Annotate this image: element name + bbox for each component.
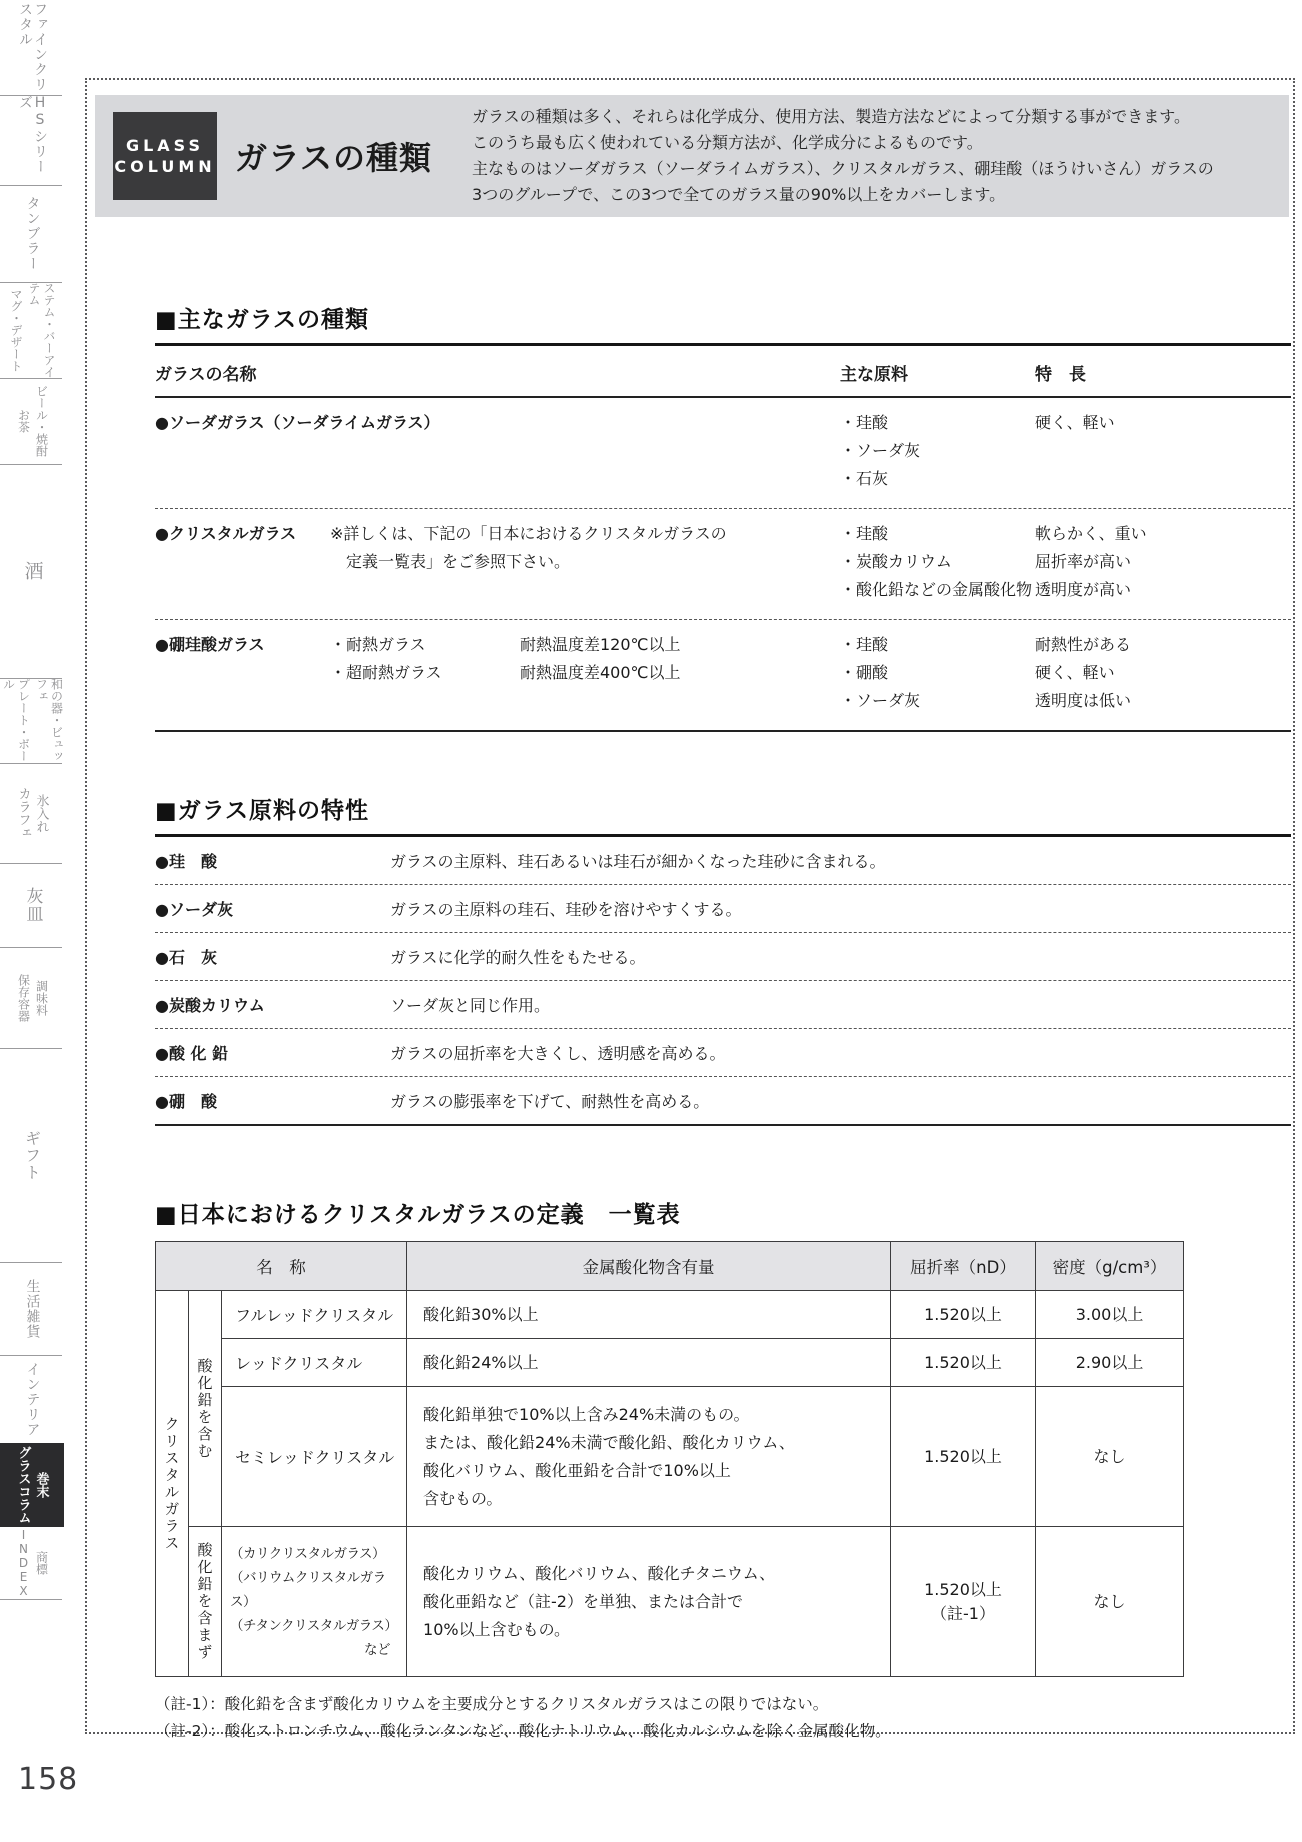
sidebar-item-label: 保存容器	[16, 973, 31, 1022]
group-label-crystal-glass: クリスタルガラス	[156, 1291, 189, 1677]
material-term: ●炭酸カリウム	[155, 996, 265, 1015]
material-description: ソーダ灰と同じ作用。	[390, 996, 551, 1015]
oxide-content-line: 酸化亜鉛など（註-2）を単独、または合計で	[423, 1591, 743, 1611]
sidebar-item-label: 氷入れ	[33, 793, 49, 833]
sidebar-item-label: タンブラー	[24, 196, 41, 271]
oxide-content-line: または、酸化鉛24%未満で酸化鉛、酸化カリウム、	[423, 1432, 795, 1452]
oxide-content-cell: 酸化鉛30%以上	[407, 1291, 891, 1339]
sidebar-item-label: グラスコラム	[15, 1446, 31, 1524]
sidebar-item-label: プレート・ボール	[1, 678, 31, 762]
feature-line: 硬く、軽い	[1035, 413, 1115, 432]
crystal-name-line: （チタンクリスタルガラス）	[230, 1617, 398, 1634]
feature-line: 硬く、軽い	[1035, 663, 1115, 682]
features-cell	[1035, 520, 1291, 604]
oxide-content-line: 酸化カリウム、酸化バリウム、酸化チタニウム、	[423, 1563, 776, 1583]
refractive-index-cell: 1.520以上	[891, 1387, 1036, 1527]
temperature-line: 耐熱温度差400℃以上	[520, 663, 681, 682]
sidebar-divider	[0, 678, 62, 679]
feature-line: 透明度は低い	[1035, 691, 1132, 710]
subgroup-label-with-lead: 酸化鉛を含む	[189, 1291, 222, 1527]
subtype-cell	[330, 631, 520, 715]
sidebar-item-sake	[0, 464, 64, 678]
sidebar-divider	[0, 1599, 62, 1600]
badge-line: COLUMN	[114, 157, 216, 176]
refractive-index-cell: 1.520以上	[891, 1291, 1036, 1339]
sidebar-item-label: マグ・デザート	[9, 288, 23, 372]
crystal-name-line: など	[364, 1641, 391, 1658]
sidebar-item-glass-column-active	[0, 1443, 64, 1527]
sidebar-item-seasoning-storage	[0, 947, 64, 1048]
material-row-soda-ash	[155, 885, 1291, 933]
glass-name: ●ソーダガラス（ソーダライムガラス）	[155, 413, 440, 432]
sidebar-item-label: 調味料	[34, 979, 49, 1016]
section-crystal-glass-definition	[155, 1196, 1291, 1745]
subgroup-label-without-lead: 酸化鉛を含まず	[189, 1527, 222, 1677]
intro-paragraph	[472, 104, 1214, 208]
glass-column-badge	[113, 112, 217, 200]
note-cell	[330, 520, 840, 604]
material-description: ガラスの膨張率を下げて、耐熱性を高める。	[390, 1092, 710, 1111]
sidebar-item-trademark-index	[0, 1527, 64, 1599]
material-term: ●石 灰	[155, 948, 217, 967]
density-cell: なし	[1036, 1527, 1184, 1677]
table-row-non-lead-crystal	[156, 1527, 1184, 1677]
refractive-index-line: （註-1）	[931, 1603, 995, 1623]
sidebar-item-label: HSシリーズ	[17, 95, 48, 174]
oxide-content-cell	[407, 1387, 891, 1527]
sidebar-divider	[0, 282, 62, 283]
column-header-oxide-content: 金属酸化物含有量	[407, 1242, 891, 1291]
sidebar-item-label: ファインクリスタル	[17, 2, 48, 92]
definition-table-header-row	[156, 1242, 1184, 1291]
badge-line: GLASS	[125, 136, 205, 155]
footnotes	[155, 1691, 1291, 1745]
crystal-name: レッドクリスタル	[222, 1339, 407, 1387]
footnote-line: （註-2）：酸化ストロンチウム、酸化ランタンなど、酸化ナトリウム、酸化カルシウムを除く金属酸化物。	[155, 1722, 891, 1740]
material-row-lead-oxide	[155, 1029, 1291, 1077]
material-row-potassium-carbonate	[155, 981, 1291, 1029]
temperature-cell	[520, 631, 840, 715]
features-cell	[1035, 631, 1291, 715]
density-cell: なし	[1036, 1387, 1184, 1527]
feature-line: 耐熱性がある	[1035, 635, 1132, 654]
sidebar-item-label: ステム・バーアイテム	[27, 282, 56, 378]
note-line: 定義一覧表」をご参照下さい。	[330, 552, 571, 571]
material-description: ガラスに化学的耐久性をもたせる。	[390, 948, 646, 967]
sidebar-divider	[0, 763, 62, 764]
glass-column-page	[85, 78, 1295, 1740]
sidebar-divider	[0, 464, 62, 465]
subtype-line: ・耐熱ガラス	[330, 635, 426, 654]
material-term: ●珪 酸	[155, 852, 217, 871]
intro-line: 3つのグループで、この3つで全てのガラス量の90%以上をカバーします。	[472, 185, 1006, 204]
sidebar-item-interior	[0, 1355, 64, 1443]
sidebar-item-label: 灰皿	[22, 887, 43, 923]
material-term: ●硼 酸	[155, 1092, 217, 1111]
oxide-content-line: 酸化バリウム、酸化亜鉛を合計で10%以上	[423, 1460, 731, 1480]
column-header-refractive-index: 屈折率（nD）	[891, 1242, 1036, 1291]
material-line: ・硼酸	[840, 663, 889, 682]
sidebar-divider	[0, 185, 62, 186]
materials-cell	[840, 520, 1035, 604]
section-heading: ■主なガラスの種類	[155, 301, 1291, 346]
refractive-index-line: 1.520以上	[924, 1579, 1002, 1599]
materials-cell	[840, 631, 1035, 715]
sidebar-item-label: 酒	[21, 561, 44, 581]
temperature-line: 耐熱温度差120℃以上	[520, 635, 681, 654]
sidebar-divider	[0, 947, 62, 948]
crystal-name: フルレッドクリスタル	[222, 1291, 407, 1339]
table-row-lead-crystal	[156, 1339, 1184, 1387]
material-description: ガラスの屈折率を大きくし、透明感を高める。	[390, 1044, 726, 1063]
column-header-features: 特 長	[1035, 365, 1086, 385]
intro-line: このうち最も広く使われている分類方法が、化学成分によるものです。	[472, 133, 983, 152]
sidebar-divider	[0, 378, 62, 379]
sidebar-item-stem-bar-mug-dessert	[0, 282, 64, 378]
table-row-crystal-glass	[155, 509, 1291, 620]
page-number: 158	[18, 1762, 79, 1797]
material-description: ガラスの主原料の珪石、珪砂を溶けやすくする。	[390, 900, 742, 919]
note-line: ※詳しくは、下記の「日本におけるクリスタルガラスの	[330, 524, 727, 543]
material-line: ・ソーダ灰	[840, 441, 921, 460]
materials-cell	[840, 409, 1035, 493]
material-row-lime	[155, 933, 1291, 981]
crystal-name-cell	[222, 1527, 407, 1677]
material-line: ・ソーダ灰	[840, 691, 921, 710]
sidebar-item-label: 和の器・ビュッフェ	[34, 678, 64, 762]
density-cell: 3.00以上	[1036, 1291, 1184, 1339]
glass-name: ●硼珪酸ガラス	[155, 635, 265, 654]
crystal-name-line: （カリクリスタルガラス）	[230, 1545, 386, 1562]
sidebar-divider	[0, 863, 62, 864]
sidebar-item-beer-shochu-tea	[0, 378, 64, 464]
sidebar-item-label: ビール・焼酎	[34, 385, 49, 457]
sidebar-divider	[0, 1262, 62, 1263]
column-header-materials: 主な原料	[840, 365, 908, 385]
intro-line: 主なものはソーダガラス（ソーダライムガラス）、クリスタルガラス、硼珪酸（ほうけいさん）ガラスの	[472, 159, 1214, 178]
sidebar-item-label: 巻末	[33, 1472, 49, 1498]
sidebar-item-ice-carafe	[0, 763, 64, 863]
subtype-line: ・超耐熱ガラス	[330, 663, 442, 682]
sidebar-item-fine-crystal	[0, 2, 64, 95]
material-line: ・炭酸カリウム	[840, 552, 952, 571]
section-heading: ■ガラス原料の特性	[155, 792, 1291, 837]
sidebar-divider	[0, 95, 62, 96]
oxide-content-cell: 酸化鉛24%以上	[407, 1339, 891, 1387]
oxide-content-line: 10%以上含むもの。	[423, 1619, 570, 1639]
material-term: ●酸 化 鉛	[155, 1044, 229, 1063]
sidebar-item-daily-goods	[0, 1262, 64, 1355]
section-heading: ■日本におけるクリスタルガラスの定義 一覧表	[155, 1202, 681, 1228]
column-header-name: ガラスの名称	[155, 365, 257, 385]
feature-line: 透明度が高い	[1035, 580, 1132, 599]
category-tab-sidebar	[0, 0, 79, 1842]
material-line: ・珪酸	[840, 413, 889, 432]
section-raw-material-characteristics	[155, 792, 1291, 1126]
sidebar-item-tumbler	[0, 185, 64, 282]
page-title: ガラスの種類	[235, 139, 433, 177]
sidebar-divider	[0, 1048, 62, 1049]
column-header-name: 名 称	[156, 1242, 407, 1291]
sidebar-item-label: 生活雑貨	[24, 1278, 41, 1339]
material-description: ガラスの主原料、珪石あるいは珪石が細かくなった珪砂に含まれる。	[390, 852, 886, 871]
refractive-index-cell: 1.520以上	[891, 1339, 1036, 1387]
oxide-content-line: 酸化鉛単独で10%以上含み24%未満のもの。	[423, 1404, 750, 1424]
material-row-silicic-acid	[155, 837, 1291, 885]
column-header-density: 密度（g/cm³）	[1036, 1242, 1184, 1291]
column-header-band	[95, 95, 1289, 217]
sidebar-item-japanese-buffet-plate-bowl	[0, 678, 64, 763]
table-row-borosilicate-glass	[155, 620, 1291, 732]
glass-types-table-header	[155, 346, 1291, 398]
features-cell	[1035, 409, 1291, 493]
sidebar-item-label: INDEX	[16, 1528, 31, 1598]
feature-line: 屈折率が高い	[1035, 552, 1132, 571]
material-line: ・珪酸	[840, 635, 889, 654]
material-line: ・珪酸	[840, 524, 889, 543]
refractive-index-cell	[891, 1527, 1036, 1677]
section-main-glass-types	[155, 301, 1291, 732]
crystal-definition-table	[155, 1241, 1184, 1677]
sidebar-divider	[0, 1355, 62, 1356]
sidebar-item-label: お茶	[16, 409, 31, 433]
footnote-line: （註-1）：酸化鉛を含まず酸化カリウムを主要成分とするクリスタルガラスはこの限りではない。	[155, 1695, 829, 1713]
sidebar-item-label: ギフト	[22, 1129, 42, 1181]
sidebar-item-ashtray	[0, 863, 64, 947]
oxide-content-line: 含むもの。	[423, 1488, 503, 1508]
material-row-boric-acid	[155, 1077, 1291, 1126]
table-row-soda-glass	[155, 398, 1291, 509]
table-row-full-lead-crystal	[156, 1291, 1184, 1339]
sidebar-item-label: 商標	[34, 1551, 49, 1575]
table-row-semi-lead-crystal	[156, 1387, 1184, 1527]
oxide-content-cell	[407, 1527, 891, 1677]
glass-name: ●クリスタルガラス	[155, 524, 297, 543]
material-line: ・酸化鉛などの金属酸化物	[840, 580, 1033, 599]
crystal-name-line: （バリウムクリスタルガラス）	[230, 1569, 386, 1610]
sidebar-item-label: インテリア	[24, 1361, 41, 1437]
density-cell: 2.90以上	[1036, 1339, 1184, 1387]
intro-line: ガラスの種類は多く、それらは化学成分、使用方法、製造方法などによって分類する事ができます。	[472, 107, 1190, 126]
sidebar-item-hs-series	[0, 95, 64, 185]
material-line: ・石灰	[840, 469, 889, 488]
crystal-name: セミレッドクリスタル	[222, 1387, 407, 1527]
sidebar-item-label: カラフェ	[15, 787, 31, 839]
material-term: ●ソーダ灰	[155, 900, 233, 919]
feature-line: 軟らかく、重い	[1035, 524, 1147, 543]
sidebar-item-gift	[0, 1048, 64, 1262]
